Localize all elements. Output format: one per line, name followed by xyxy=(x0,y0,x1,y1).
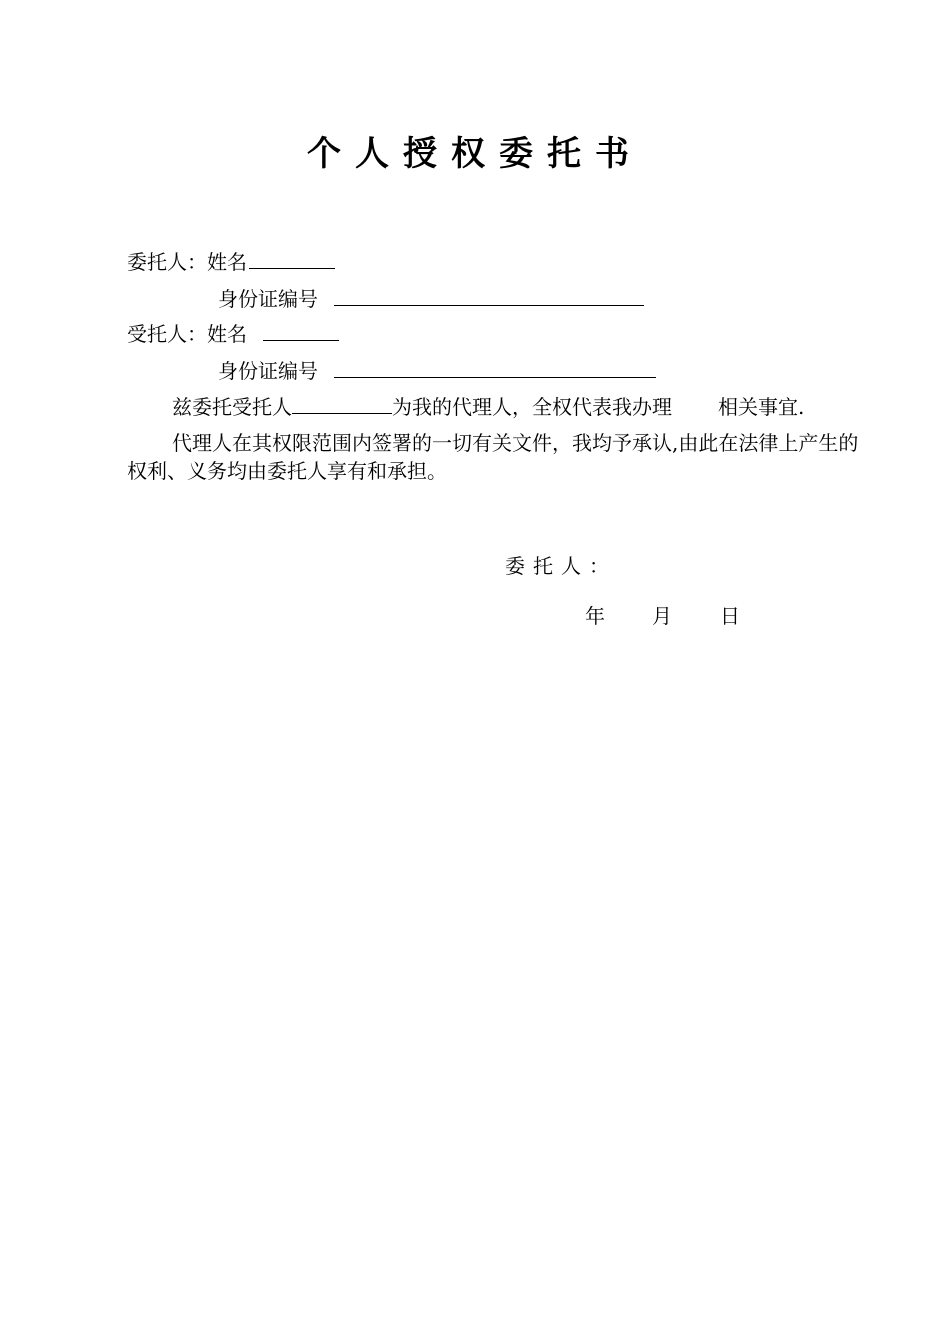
agent-name-label: 姓名 xyxy=(207,322,247,346)
document-title: 个人授权委托书 xyxy=(307,134,643,174)
agent-name-line xyxy=(127,320,339,348)
agent-id-label: 身份证编号 xyxy=(218,359,318,383)
agent-label: 受托人： xyxy=(127,322,207,346)
authorization-middle: 为我的代理人，全权代表我办理 xyxy=(392,395,672,419)
authorization-tail: 相关事宜. xyxy=(718,395,805,419)
liability-paragraph: 代理人在其权限范围内签署的一切有关文件，我均予承认,由此在法律上产生的权利、义务均由委托人享有和承担。 xyxy=(127,431,859,483)
agent-id-line xyxy=(218,357,656,385)
principal-name-blank[interactable] xyxy=(249,248,335,269)
principal-id-line xyxy=(218,285,644,313)
date-day-label: 日 xyxy=(720,604,740,628)
date-month-label: 月 xyxy=(652,604,672,628)
date-year-label: 年 xyxy=(585,604,605,628)
agent-name-blank[interactable] xyxy=(263,320,339,341)
principal-id-label: 身份证编号 xyxy=(218,287,318,311)
agent-blank-inline[interactable] xyxy=(292,393,392,414)
principal-name-line xyxy=(127,248,335,276)
principal-id-blank[interactable] xyxy=(334,285,644,306)
authorization-sentence xyxy=(172,393,804,421)
signature-label: 委托人： xyxy=(505,554,617,578)
authorization-lead: 兹委托受托人 xyxy=(172,395,292,419)
agent-id-blank[interactable] xyxy=(334,357,656,378)
principal-label: 委托人： xyxy=(127,250,207,274)
principal-name-label: 姓名 xyxy=(207,250,247,274)
